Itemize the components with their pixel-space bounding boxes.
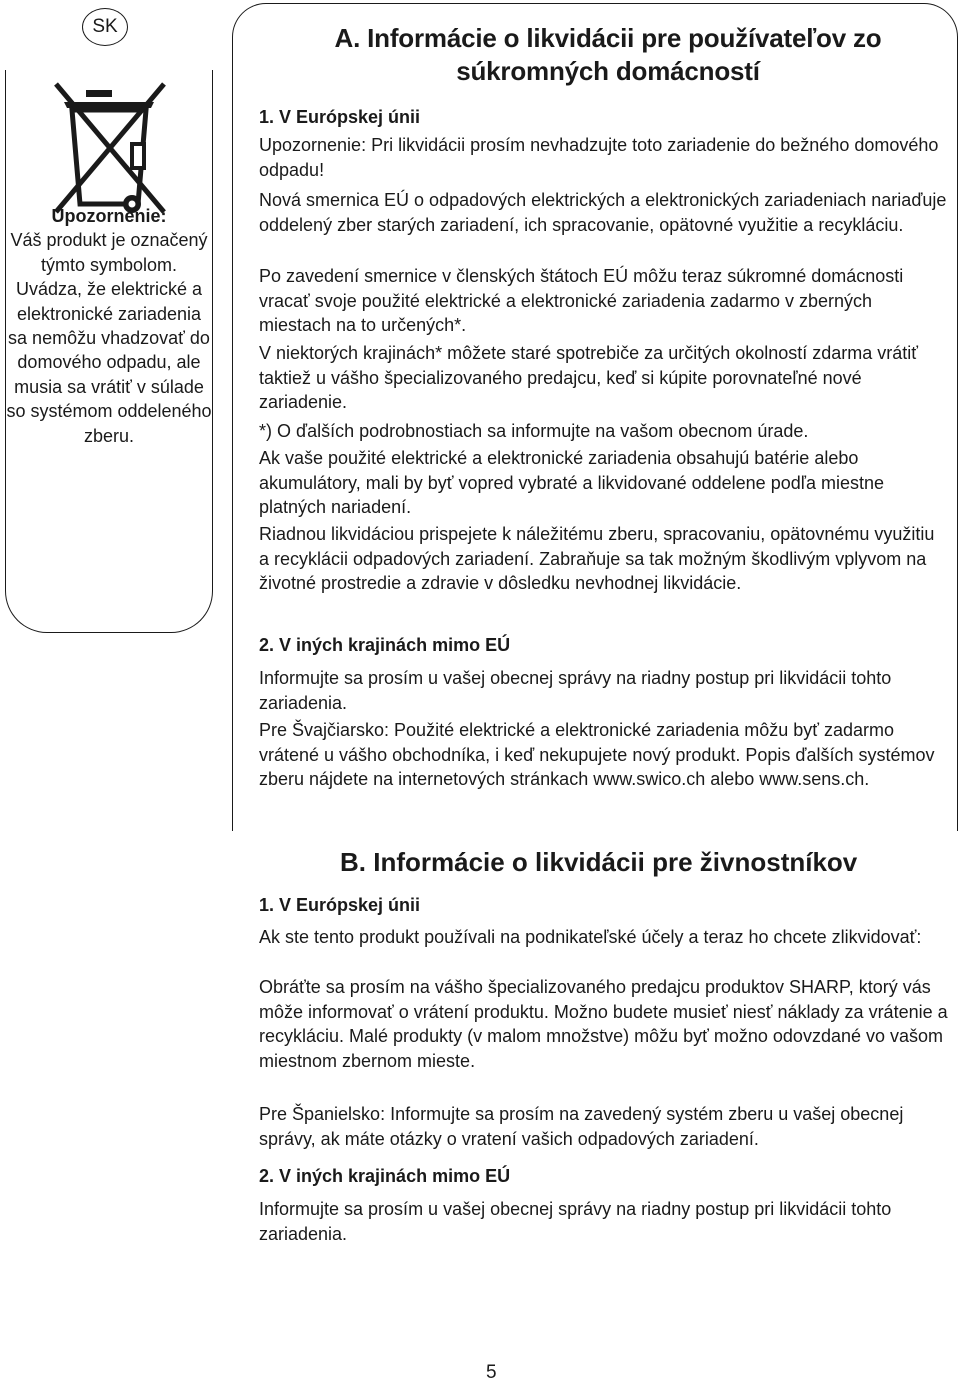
weee-warning-text (6, 204, 212, 448)
section-a-eu-paragraph: Riadnou likvidáciou prispejete k náležitému zberu, spracovaniu, opätovnému využitiu a recyklácii odpadových zariadení. Zabraňuje sa tak možným škodlivým vplyvom na životné prostredie a zdravie v dôsledku nevhodnej likvidácie. (259, 524, 935, 594)
section-b-eu-heading: 1. V Európskej únii (259, 895, 421, 915)
page-number: 5 (486, 1362, 497, 1383)
section-a-non-eu-paragraph: Informujte sa prosím u vašej obecnej správy na riadny postup pri likvidácii tohto zariadenia. (259, 668, 892, 713)
section-a-eu-footnote: *) O ďalších podrobnostiach sa informujte na vašom obecnom úrade. (259, 421, 809, 441)
section-b-eu-paragraph: Pre Španielsko: Informujte sa prosím na zavedený systém zberu u vašej obecnej správy, ak máte otázky o vratení vašich odpadových zariadení. (259, 1104, 904, 1149)
section-a-eu-heading: 1. V Európskej únii (259, 107, 421, 127)
section-b-non-eu-heading: 2. V iných krajinách mimo EÚ (259, 1166, 511, 1186)
section-a-eu-paragraph: Po zavedení smernice v členských štátoch EÚ môžu teraz súkromné domácnosti vracať svoje použité elektrické a elektronické zariadenia zadarmo v zberných miestach na to určených*. (259, 266, 904, 336)
section-b-title: B. Informácie o likvidácii pre živnostníkov (340, 847, 858, 877)
warning-title: Upozornenie: (51, 206, 167, 226)
section-b-eu-paragraph: Ak ste tento produkt používali na podnikateľské účely a teraz ho chcete zlikvidovať: (259, 927, 922, 947)
weee-warning-box (5, 70, 213, 633)
section-a-non-eu-paragraph: Pre Švajčiarsko: Použité elektrické a elektronické zariadenia môžu byť zadarmo vrátené u vášho obchodníka, i keď nekupujete nový produkt. Popis ďalších systémov zberu nájdete na internetových stránkach www.swico.ch alebo www.sens.ch. (259, 720, 935, 790)
section-a-non-eu-heading: 2. V iných krajinách mimo EÚ (259, 635, 511, 655)
warning-body: Váš produkt je označený týmto symbolom. Uvádza, že elektrické a elektronické zariadenia sa nemôžu vhadzovať do domového odpadu, ale musia sa vrátiť v súlade so systémom oddeleného zberu. (6, 230, 212, 446)
section-a-title: A. Informácie o likvidácii pre používateľov zo súkromných domácností (334, 23, 882, 86)
section-a-eu-paragraph: V niektorých krajinách* môžete staré spotrebiče za určitých okolností zdarma vrátiť taktiež u vášho špecializovaného predajcu, keď si kúpite porovnateľné nové zariadenie. (259, 343, 919, 413)
section-a-eu-paragraph: Upozornenie: Pri likvidácii prosím nevhadzujte toto zariadenie do bežného domového odpadu! (259, 135, 939, 180)
language-badge: SK (82, 8, 128, 46)
section-b-non-eu-paragraph: Informujte sa prosím u vašej obecnej správy na riadny postup pri likvidácii tohto zariadenia. (259, 1199, 892, 1244)
section-b-eu-paragraph: Obráťte sa prosím na vášho špecializovaného predajcu produktov SHARP, ktorý vás môže informovať o vrátení produktu. Možno budete musieť niesť náklady za vrátenie a recykláciu. Malé produkty (v malom množstve) môžu byť možno odovzdané vo vašom miestnom zbernom mieste. (259, 977, 948, 1071)
section-a-eu-paragraph: Ak vaše použité elektrické a elektronické zariadenia obsahujú batérie alebo akumulátory, mali by byť vopred vybraté a likvidované oddelene podľa miestne platných nariadení. (259, 448, 885, 518)
section-a-eu-paragraph: Nová smernica EÚ o odpadových elektrických a elektronických zariadeniach nariaďuje oddelený zber starých zariadení, ich spracovanie, opätovné využitie a recykláciu. (259, 190, 947, 235)
